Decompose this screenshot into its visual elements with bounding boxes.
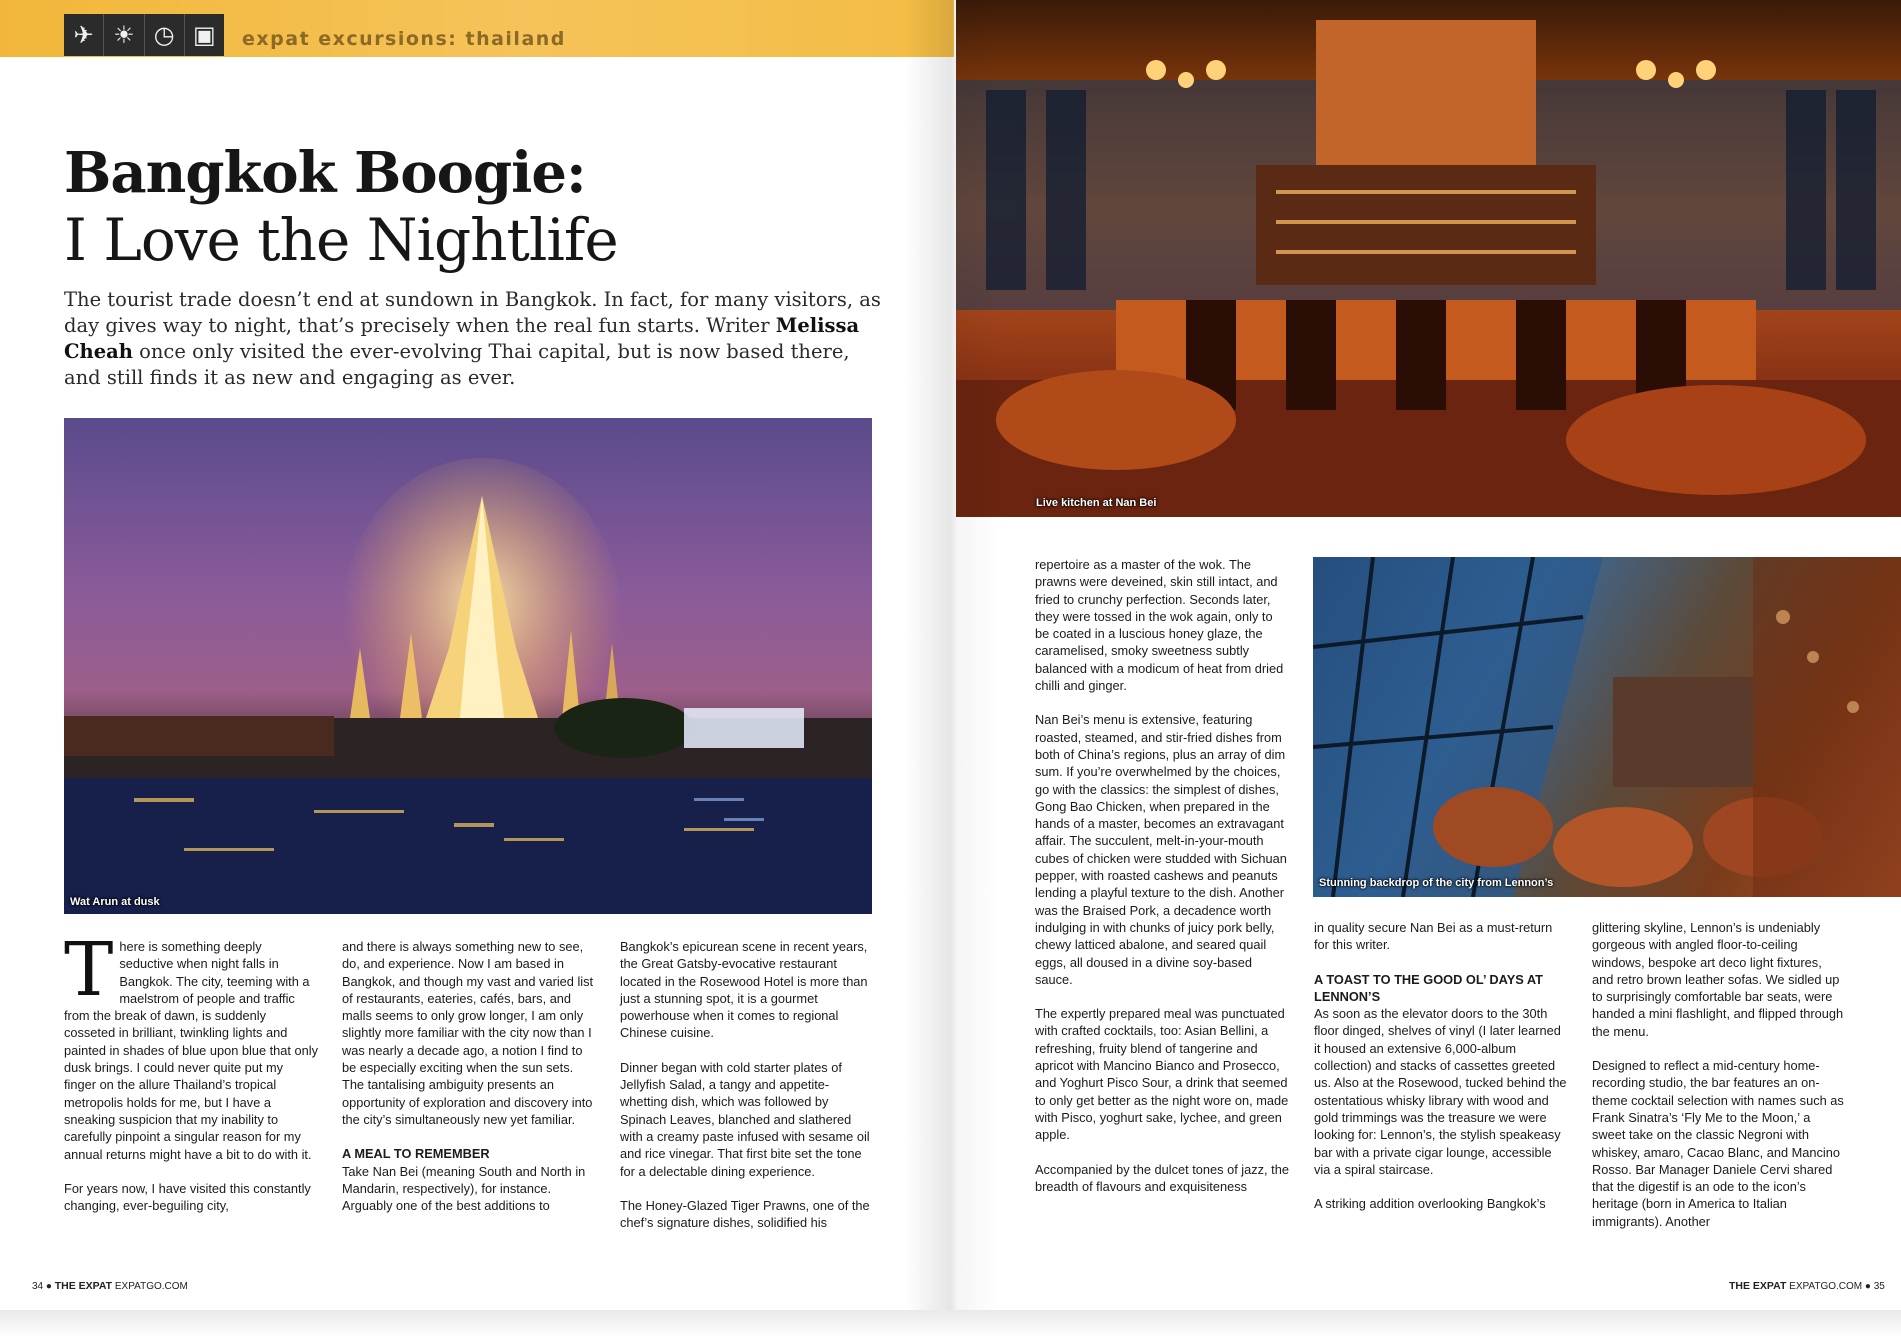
wat-arun-illustration xyxy=(64,418,872,914)
paragraph: Bangkok’s epicurean scene in recent years, the Great Gatsby-evocative restaurant located in the Rosewood Hotel is more than just a stunning spot, it is a gourmet powerhouse when it comes to regional Chinese cuisine. xyxy=(620,939,868,1041)
site-name: EXPATGO.COM xyxy=(1789,1281,1863,1292)
paragraph: repertoire as a master of the wok. The prawns were deveined, skin still intact, and fried to crunchy perfection. Seconds later, they were tossed in the wok again, only to be coated in a luscious honey glaze, the caramelised, smoky sweetness subtly balanced with a modicum of heat from dried chilli and ginger. xyxy=(1035,557,1284,694)
paragraph: Designed to reflect a mid-century home-recording studio, the bar features an on-theme cocktail selection with names such as Frank Sinatra’s ‘Fly Me to the Moon,’ a sweet take on the classic Negroni with whiskey, amaro, Cacao Blanc, and Mancino Rosso. Bar Manager Daniele Cervi shared that the digestif is an ode to the icon’s heritage (born in America to Italian immigrants). Another xyxy=(1592,1058,1844,1229)
text-column-2 xyxy=(342,938,594,1231)
page-number: 34 xyxy=(32,1281,44,1292)
paragraph: The expertly prepared meal was punctuated with crafted cocktails, too: Asian Bellini, a refreshing, fruity blend of tangerine and apricot with Mancino Bianco and Prosecco, and Yoghurt Pisco Sour, a drink that seemed to only get better as the night wore on, made with Pisco, yoghurt sake, lychee, and green apple. xyxy=(1035,1006,1289,1143)
site-name: EXPATGO.COM xyxy=(114,1281,188,1292)
article-subtitle: I Love the Nightlife xyxy=(64,206,618,274)
nan-bei-illustration xyxy=(956,0,1901,517)
text-column-4 xyxy=(1035,556,1289,1212)
category-icon-strip xyxy=(64,14,224,56)
subheading-lennons: A TOAST TO THE GOOD OL’ DAYS AT LENNON’S xyxy=(1314,971,1543,1004)
photo-caption: Stunning backdrop of the city from Lennon’s xyxy=(1319,877,1554,889)
text-column-5 xyxy=(1314,919,1568,1229)
text-column-3 xyxy=(620,938,874,1248)
airplane-icon: ✈ xyxy=(64,14,104,56)
text-column-6 xyxy=(1592,919,1846,1247)
drop-cap: T xyxy=(64,927,114,1013)
page-number: 35 xyxy=(1873,1281,1885,1292)
paragraph-text: here is something deeply seductive when night falls in Bangkok. The city, teeming with a maelstrom of people and traffic from the break of dawn, is suddenly cosseted in brilliant, twinkling lights and painted in shades of blue upon blue that only dusk brings. I could never quite put my finger on the allure Thailand’s tropical metropolis holds for me, but I have a sneaking suspicion that my inability to carefully pinpoint a singular reason for my annual returns might have a bit to do with it. xyxy=(64,939,319,1162)
wat-arun-photo xyxy=(64,418,872,914)
paragraph: A striking addition overlooking Bangkok’s xyxy=(1314,1196,1546,1212)
sun-icon: ☀ xyxy=(104,14,144,56)
paragraph: Take Nan Bei (meaning South and North in Mandarin, respectively), for instance. Arguably one of the best additions to xyxy=(342,1163,586,1214)
section-label: expat excursions: thailand xyxy=(242,28,566,50)
section-header-band xyxy=(0,0,954,57)
paragraph: As soon as the elevator doors to the 30th floor dinged, shelves of vinyl (I later learned it housed an extensive 6,000-album collection) and stacks of cassettes greeted us. Also at the Rosewood, tucked behind the ostentatious whisky library with wood and gold trimmings was the treasure we were looking for: Lennon’s, the stylish speakeasy bar with a private cigar lounge, accessible via a spiral staircase. xyxy=(1314,1006,1567,1177)
text-column-1 xyxy=(64,927,319,1231)
right-folio: THE EXPAT EXPATGO.COM ● 35 xyxy=(1729,1280,1885,1292)
left-page xyxy=(0,0,954,1318)
page-bottom-edge xyxy=(0,1310,1901,1338)
paragraph: For years now, I have visited this constantly changing, ever-beguiling city, xyxy=(64,1180,311,1214)
paragraph: The Honey-Glazed Tiger Prawns, one of the chef’s signature dishes, solidified his xyxy=(620,1197,870,1231)
standfirst-text: The tourist trade doesn’t end at sundown in Bangkok. In fact, for many visitors, as day gives way to night, that’s precisely when the real fun starts. Writer xyxy=(64,288,881,337)
paragraph: in quality secure Nan Bei as a must-return for this writer. xyxy=(1314,920,1553,953)
paragraph: Nan Bei’s menu is extensive, featuring roasted, steamed, and stir-fried dishes from both of China’s regions, plus an array of dim sum. If you’re overwhelmed by the choices, go with the classics: the simplest of dishes, Gong Bao Chicken, when prepared in the hands of a master, becomes an extravagant affair. The succulent, melt-in-your-mouth cubes of chicken were studded with Sichuan pepper, with roasted cashews and peanuts lending a playful texture to the dish. Another was the Braised Pork, a decadence worth indulging in with chunks of juicy pork belly, chewy latticed abalone, and seared quail eggs, all doused in a divine soy-based sauce. xyxy=(1035,712,1287,987)
article-title: Bangkok Boogie: xyxy=(64,140,586,206)
suitcase-icon: ▣ xyxy=(193,21,216,49)
compass-icon: ◷ xyxy=(145,14,185,56)
author-name: Melissa Cheah xyxy=(64,314,860,363)
magazine-name: THE EXPAT xyxy=(1729,1280,1787,1292)
paragraph: Dinner began with cold starter plates of Jellyfish Salad, a tangy and appetite-whetting dish, which was followed by Spinach Leaves, blanched and slathered with a creamy paste infused with sesame oil and rice vinegar. That first bite set the tone for a delectable dining experience. xyxy=(620,1059,870,1179)
paragraph: glittering skyline, Lennon’s is undeniably gorgeous with angled floor-to-ceiling windows, bespoke art deco light fixtures, and retro brown leather sofas. We sidled up to surprisingly comfortable bar seats, were handed a mini flashlight, and flipped through the menu. xyxy=(1592,920,1844,1039)
lennons-illustration xyxy=(1313,557,1901,897)
subheading-meal: A MEAL TO REMEMBER xyxy=(342,1146,490,1162)
magazine-name: THE EXPAT xyxy=(54,1280,113,1292)
paragraph: Accompanied by the dulcet tones of jazz, the breadth of flavours and exquisiteness xyxy=(1035,1161,1289,1194)
standfirst xyxy=(64,287,889,391)
photo-caption: Wat Arun at dusk xyxy=(70,896,160,908)
nan-bei-photo xyxy=(956,0,1901,517)
standfirst-text-end: once only visited the ever-evolving Thai capital, but is now based there, and still finds it as new and engaging as ever. xyxy=(64,340,850,389)
photo-caption: Live kitchen at Nan Bei xyxy=(1036,497,1157,509)
paragraph: and there is always something new to see, do, and experience. Now I am based in Bangkok, and though my vast and varied list of restaurants, eateries, cafés, bars, and malls seems to only grow longer, I am only slightly more familiar with the city now than I was nearly a decade ago, a notion I find to be especially exciting when the sun sets. The tantalising ambiguity presents an opportunity of exploration and discovery into the city’s simultaneously new yet familiar. xyxy=(342,939,594,1127)
paragraph xyxy=(64,927,319,1163)
lennons-photo xyxy=(1313,557,1901,897)
left-folio: 34 ● THE EXPAT EXPATGO.COM xyxy=(32,1280,188,1292)
